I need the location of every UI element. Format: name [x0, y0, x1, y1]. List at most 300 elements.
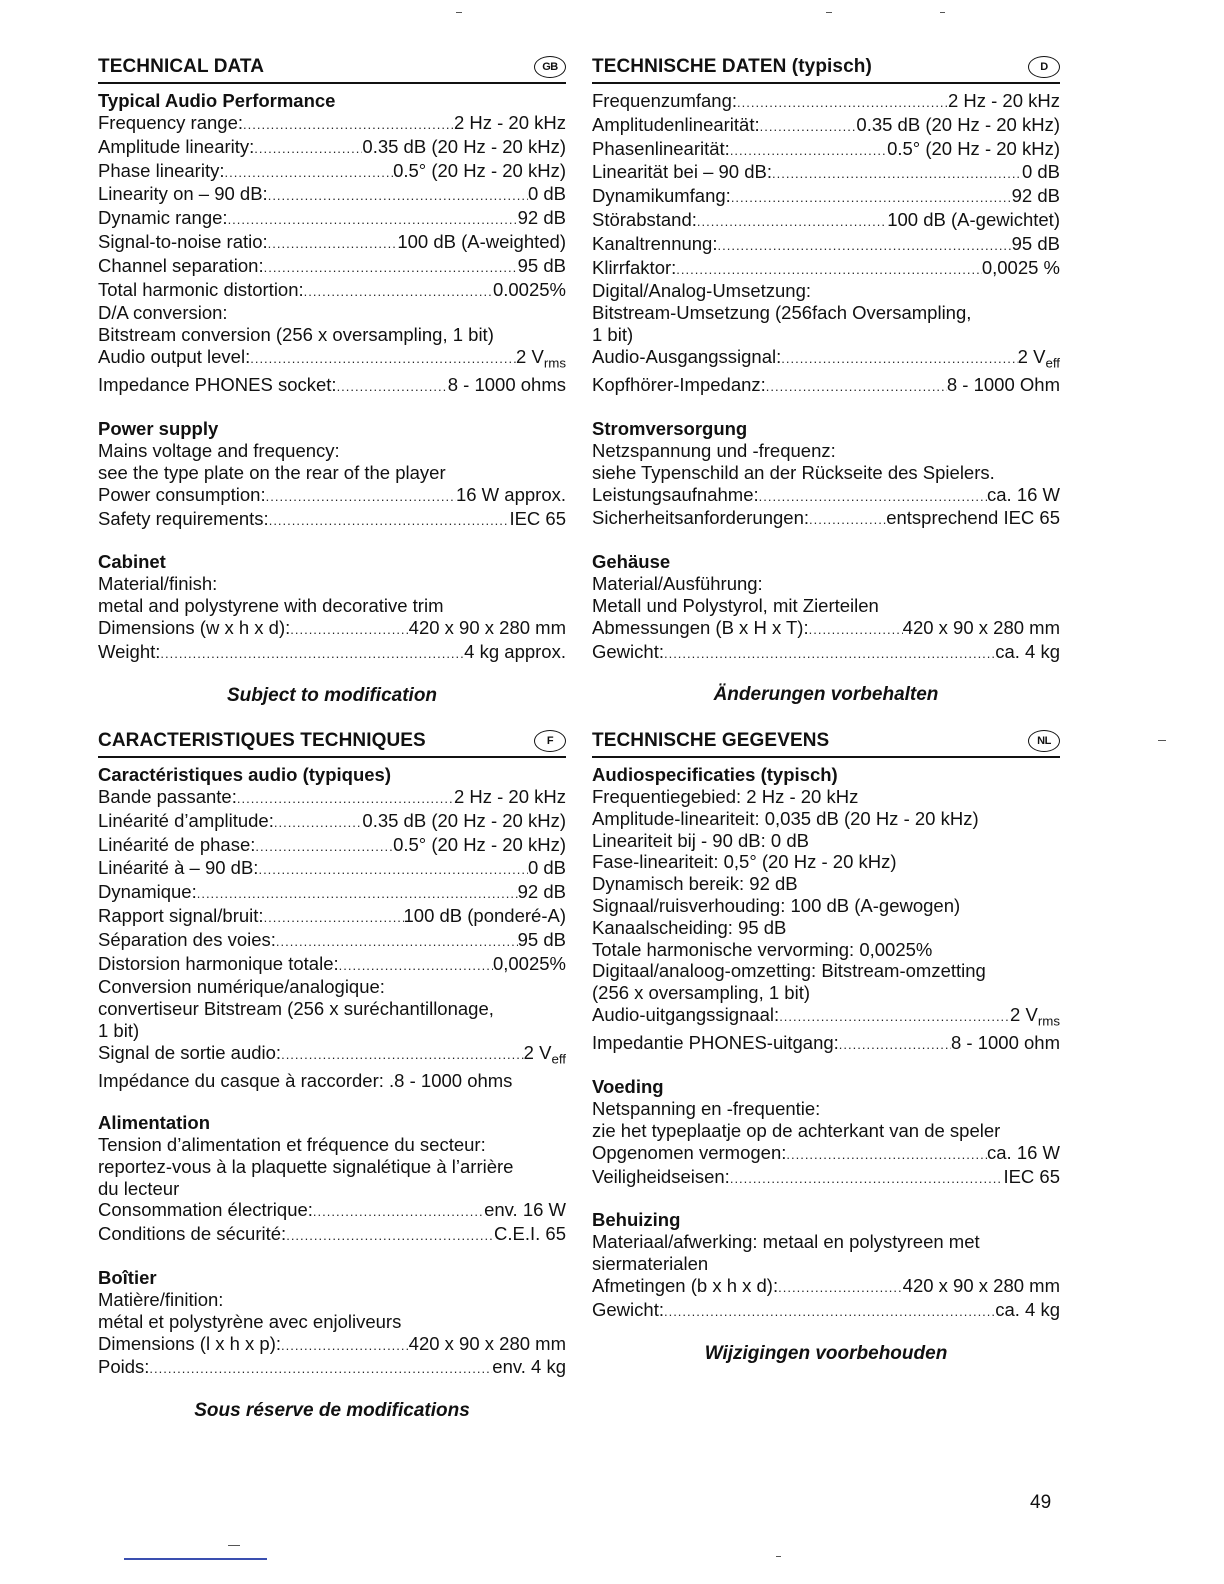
spec-value-wrap: [404, 905, 567, 927]
spec-value-wrap: [492, 1356, 566, 1378]
spec-row: [592, 507, 1060, 531]
spec-text: Metall und Polystyrol, mit Zierteilen: [592, 595, 879, 616]
spec-value-wrap: [518, 929, 566, 951]
section-header: [98, 728, 566, 758]
dot-leader: [268, 233, 398, 255]
spec-label: Channel separation:: [98, 254, 264, 276]
spec-row: [98, 810, 566, 834]
spec-value-wrap: [886, 507, 1060, 529]
dot-leader: [197, 883, 518, 905]
spec-row: [592, 138, 1060, 162]
spec-text: reportez-vous à la plaquette signalétique à l’arrière: [98, 1155, 514, 1177]
spec-value-wrap: [524, 1042, 566, 1070]
spec-value: 95 dB: [517, 928, 566, 950]
spec-label: Störabstand:: [592, 208, 697, 230]
spec-value: 16 W approx.: [455, 483, 566, 505]
dot-leader: [286, 1225, 494, 1247]
scan-mark: [776, 1556, 781, 1557]
spec-label: Gewicht:: [592, 640, 664, 662]
spec-value: ca. 16 W: [987, 1141, 1060, 1163]
country-code-badge: D: [1028, 56, 1060, 78]
spec-label: Abmessungen (B x H x T):: [592, 616, 809, 638]
spec-value-wrap: [454, 786, 566, 808]
scan-artifact-line: [124, 1558, 267, 1560]
spec-label: Audio-Ausgangssignal:: [592, 345, 782, 367]
spec-text: Fase-lineariteit: 0,5° (20 Hz - 20 kHz): [592, 851, 897, 873]
section-technical-data-gb: [98, 54, 566, 707]
spec-row: [98, 136, 566, 160]
group-title: Stromversorgung: [592, 418, 748, 440]
group-title: Typical Audio Performance: [98, 90, 336, 111]
spec-label: Kopfhörer-Impedanz:: [592, 374, 766, 396]
dot-leader: [266, 486, 456, 508]
spec-row: [98, 231, 566, 255]
spec-value-wrap: [397, 231, 566, 253]
spec-label: Frequenzumfang:: [592, 90, 738, 111]
spec-label: Dynamic range:: [98, 207, 228, 229]
modification-note: Wijzigingen voorbehouden: [704, 1342, 948, 1364]
spec-value-wrap: [393, 834, 566, 856]
spec-label: Linéarité d’amplitude:: [98, 809, 274, 831]
spec-value-wrap: [887, 209, 1060, 231]
spec-value-wrap: [362, 136, 566, 158]
spec-value: 0.5° (20 Hz - 20 kHz): [393, 159, 566, 181]
spec-value: 420 x 90 x 280 mm: [902, 1275, 1060, 1296]
group-title: Power supply: [98, 418, 219, 440]
section-title: CARACTERISTIQUES TECHNIQUES: [98, 729, 426, 751]
spec-row: [592, 641, 1060, 665]
section-title: TECHNISCHE DATEN (typisch): [592, 55, 872, 77]
spec-group: [592, 1076, 1060, 1189]
spec-value-wrap: [448, 374, 566, 396]
spec-row: [592, 233, 1060, 257]
spec-text: du lecteur: [98, 1177, 180, 1199]
country-code-badge: GB: [534, 56, 566, 78]
spec-row: [98, 160, 566, 184]
group-title: Boîtier: [98, 1267, 157, 1288]
spec-value: ca. 4 kg: [995, 1298, 1060, 1320]
dot-leader: [339, 955, 493, 977]
spec-row: [98, 929, 566, 953]
spec-row: [592, 1004, 1060, 1032]
spec-value: ca. 16 W: [987, 483, 1060, 505]
spec-row: [98, 1356, 566, 1380]
spec-row: [592, 1166, 1060, 1190]
spec-row: [592, 114, 1060, 138]
spec-row: [98, 857, 566, 881]
dot-leader: [772, 163, 1022, 185]
spec-label: Gewicht:: [592, 1298, 664, 1320]
dot-leader: [664, 1301, 995, 1323]
spec-label: Dimensions (l x h x p):: [98, 1332, 281, 1354]
spec-text: (256 x oversampling, 1 bit): [592, 982, 810, 1004]
spec-label: Consommation électrique:: [98, 1199, 313, 1221]
section-caracteristiques-f: [98, 728, 566, 1422]
spec-value: 92 dB: [517, 881, 566, 903]
spec-row: [592, 484, 1060, 508]
dot-leader: [224, 162, 393, 184]
dot-leader: [809, 509, 886, 531]
dot-leader: [730, 1168, 1004, 1190]
spec-label: Safety requirements:: [98, 507, 269, 529]
spec-value-wrap: [409, 1333, 566, 1355]
spec-row: [98, 1199, 566, 1223]
spec-label: Audio-uitgangssignaal:: [592, 1003, 780, 1025]
spec-value-wrap: [987, 1142, 1060, 1164]
dot-leader: [676, 259, 982, 281]
spec-label: Weight:: [98, 640, 161, 662]
spec-text: Totale harmonische vervorming: 0,0025%: [592, 938, 933, 960]
spec-value-wrap: [1010, 1004, 1060, 1032]
spec-value: 95 dB: [517, 254, 566, 276]
spec-text: Signaal/ruisverhouding: 100 dB (A-gewogen): [592, 894, 961, 916]
dot-leader: [664, 643, 995, 665]
spec-value: 95 dB: [1011, 232, 1060, 254]
country-code-badge: F: [534, 730, 566, 752]
spec-row: [592, 374, 1060, 398]
spec-group: [592, 764, 1060, 1056]
group-title: Caractéristiques audio (typiques): [98, 764, 391, 785]
spec-value: 0.35 dB (20 Hz - 20 kHz): [362, 809, 566, 831]
dot-leader: [778, 1277, 903, 1299]
spec-row: [98, 617, 566, 641]
spec-value: 420 x 90 x 280 mm: [902, 616, 1060, 638]
dot-leader: [160, 643, 464, 665]
spec-group: [98, 764, 566, 1092]
spec-label: Linéarité de phase:: [98, 833, 256, 855]
scan-mark: [456, 12, 462, 13]
spec-text: Netspanning en -frequentie:: [592, 1098, 821, 1120]
spec-value-wrap: [409, 617, 566, 639]
spec-row: [98, 255, 566, 279]
spec-row: [592, 161, 1060, 185]
spec-text: convertiseur Bitstream (256 x suréchantillonage,: [98, 998, 494, 1020]
spec-group: [98, 1112, 566, 1247]
spec-row: [98, 1223, 566, 1247]
group-title: Audiospecificaties (typisch): [592, 764, 838, 785]
spec-label: Poids:: [98, 1356, 150, 1378]
spec-value: 2 Hz - 20 kHz: [947, 90, 1060, 111]
spec-value-wrap: [454, 112, 566, 134]
spec-value: entsprechend IEC 65: [886, 507, 1060, 529]
section-header: [592, 728, 1060, 758]
dot-leader: [337, 376, 448, 398]
spec-value: 8 - 1000 Ohm: [946, 374, 1060, 396]
spec-value-wrap: [518, 255, 566, 277]
spec-label: Impedance PHONES socket:: [98, 374, 337, 396]
spec-label: Klirrfaktor:: [592, 256, 677, 278]
scan-mark: [228, 1545, 240, 1546]
spec-value-wrap: [1022, 161, 1060, 183]
spec-value-wrap: [1012, 185, 1060, 207]
spec-text: Kanaalscheiding: 95 dB: [592, 916, 787, 938]
spec-value: 2 Hz - 20 kHz: [453, 786, 566, 807]
spec-value: 2 V: [1017, 345, 1046, 367]
spec-label: Leistungsaufnahme:: [592, 483, 759, 505]
spec-row: [98, 279, 566, 303]
spec-text: Material/Ausführung:: [592, 573, 763, 595]
spec-text: D/A conversion:: [98, 302, 228, 324]
dot-leader: [243, 114, 454, 136]
section-title: TECHNISCHE GEGEVENS: [592, 729, 830, 751]
spec-label: Total harmonic distortion:: [98, 278, 304, 300]
group-title: Gehäuse: [592, 551, 671, 573]
spec-value: 2 Hz - 20 kHz: [453, 112, 566, 133]
spec-label: Dimensions (w x h x d):: [98, 617, 291, 638]
spec-row: [592, 617, 1060, 641]
spec-row: [592, 257, 1060, 281]
spec-row: [98, 374, 566, 398]
spec-label: Opgenomen vermogen:: [592, 1141, 787, 1163]
spec-value: 0 dB: [1021, 161, 1060, 183]
spec-value: IEC 65: [509, 507, 566, 529]
spec-value-wrap: [903, 617, 1060, 639]
spec-text: Digitaal/analoog-omzetting: Bitstream-omzetting: [592, 960, 986, 982]
spec-value-wrap: [362, 810, 566, 832]
spec-label: Distorsion harmonique totale:: [98, 952, 339, 974]
spec-row: [98, 508, 566, 532]
spec-row: [592, 90, 1060, 114]
dot-leader: [281, 1044, 524, 1066]
spec-value-wrap: [518, 881, 566, 903]
dot-leader: [730, 140, 887, 162]
spec-value-wrap: [903, 1275, 1060, 1297]
dot-leader: [149, 1358, 492, 1380]
spec-text: Netzspannung und -frequenz:: [592, 440, 836, 462]
spec-text: siehe Typenschild an der Rückseite des Spielers.: [592, 461, 995, 483]
spec-row: [98, 484, 566, 508]
spec-label: Linearity on – 90 dB:: [98, 183, 268, 205]
dot-leader: [809, 619, 903, 641]
spec-value: 0,0025%: [492, 952, 566, 974]
spec-value: 0.5° (20 Hz - 20 kHz): [887, 137, 1060, 159]
spec-label: Bande passante:: [98, 786, 237, 807]
spec-group: [592, 1209, 1060, 1322]
spec-text: Bitstream-Umsetzung (256fach Oversampling,: [592, 302, 972, 324]
spec-row: [98, 881, 566, 905]
spec-label: Dynamikumfang:: [592, 185, 731, 207]
dot-leader: [313, 1201, 484, 1223]
dot-leader: [264, 907, 404, 929]
spec-value-subscript: rms: [543, 355, 566, 371]
spec-text: 1 bit): [592, 323, 634, 345]
spec-row: [98, 346, 566, 374]
group-title: Alimentation: [98, 1112, 211, 1134]
dot-leader: [269, 510, 510, 532]
spec-value: 0,0025 %: [981, 256, 1060, 278]
spec-row: [98, 786, 566, 810]
spec-text: siermaterialen: [592, 1253, 709, 1275]
spec-value: env. 16 W: [484, 1199, 566, 1221]
section-header: [98, 54, 566, 84]
country-code-badge: NL: [1028, 730, 1060, 752]
spec-text: Materiaal/afwerking: metaal en polystyreen met: [592, 1231, 980, 1253]
spec-text: métal et polystyrène avec enjoliveurs: [98, 1310, 402, 1332]
spec-row: [592, 1299, 1060, 1323]
spec-row: [98, 1042, 566, 1070]
dot-leader: [228, 209, 518, 231]
spec-value: 100 dB (ponderé-A): [403, 904, 566, 926]
spec-value: 2 V: [516, 345, 544, 367]
spec-text: zie het typeplaatje op de achterkant van de speler: [592, 1120, 1001, 1142]
spec-value: env. 4 kg: [492, 1356, 566, 1378]
dot-leader: [731, 187, 1012, 209]
spec-value: 0.35 dB (20 Hz - 20 kHz): [362, 135, 566, 157]
modification-note: Sous réserve de modifications: [194, 1400, 470, 1422]
page-number: 49: [1030, 1492, 1052, 1513]
spec-value-wrap: [516, 346, 566, 374]
spec-label: Rapport signal/bruit:: [98, 904, 264, 926]
spec-label: Afmetingen (b x h x d):: [592, 1275, 779, 1296]
spec-group: [98, 551, 566, 664]
spec-value: 420 x 90 x 280 mm: [408, 617, 566, 638]
spec-text: Bitstream conversion (256 x oversampling, 1 bit): [98, 324, 494, 346]
section-title: TECHNICAL DATA: [98, 55, 265, 77]
spec-text: Lineariteit bij - 90 dB: 0 dB: [592, 829, 809, 851]
spec-value: 0.0025%: [492, 278, 566, 300]
spec-value: 92 dB: [517, 207, 566, 229]
dot-leader: [281, 1335, 409, 1357]
dot-leader: [737, 92, 948, 114]
spec-group: [592, 90, 1060, 398]
spec-value: 0 dB: [527, 183, 566, 205]
spec-row: [592, 1032, 1060, 1056]
dot-leader: [250, 348, 516, 370]
spec-value-wrap: [947, 374, 1060, 396]
spec-row: [592, 185, 1060, 209]
scan-mark: [940, 12, 945, 13]
spec-label: Séparation des voies:: [98, 928, 276, 950]
dot-leader: [268, 185, 528, 207]
spec-group: [98, 90, 566, 398]
spec-value-wrap: [493, 953, 566, 975]
spec-text: Tension d’alimentation et fréquence du secteur:: [98, 1134, 486, 1156]
spec-row: [592, 1142, 1060, 1166]
spec-value-wrap: [987, 484, 1060, 506]
spec-row: [98, 112, 566, 136]
spec-value-wrap: [493, 279, 566, 301]
spec-value-wrap: [1003, 1166, 1060, 1188]
spec-value-wrap: [856, 114, 1060, 136]
dot-leader: [786, 1144, 987, 1166]
spec-value-wrap: [887, 138, 1060, 160]
dot-leader: [255, 836, 393, 858]
dot-leader: [759, 486, 987, 508]
spec-label: Kanaltrennung:: [592, 232, 718, 254]
spec-value-subscript: eff: [551, 1051, 566, 1067]
spec-label: Audio output level:: [98, 345, 251, 367]
spec-row: [98, 207, 566, 231]
spec-group: [98, 418, 566, 531]
modification-note: Änderungen vorbehalten: [713, 684, 939, 706]
spec-value-wrap: [494, 1223, 566, 1245]
spec-value-wrap: [995, 641, 1060, 663]
dot-leader: [276, 931, 518, 953]
spec-value: 0.5° (20 Hz - 20 kHz): [393, 833, 566, 855]
spec-text: Material/finish:: [98, 573, 218, 595]
spec-value-wrap: [518, 207, 566, 229]
spec-text: Frequentiegebied: 2 Hz - 20 kHz: [592, 786, 859, 807]
dot-leader: [264, 257, 518, 279]
dot-leader: [274, 812, 363, 834]
spec-row: [98, 1333, 566, 1357]
dot-leader: [697, 211, 887, 233]
spec-value-wrap: [393, 160, 566, 182]
spec-value: 8 - 1000 ohms: [447, 374, 566, 396]
spec-text: 1 bit): [98, 1019, 140, 1041]
dot-leader: [779, 1006, 1010, 1028]
spec-text: metal and polystyrene with decorative trim: [98, 595, 444, 617]
spec-row: [98, 183, 566, 207]
section-header: [592, 54, 1060, 84]
spec-value: 0.35 dB (20 Hz - 20 kHz): [856, 113, 1060, 135]
spec-group: [592, 551, 1060, 664]
spec-value-wrap: [1018, 346, 1060, 374]
group-title: Cabinet: [98, 551, 166, 573]
spec-row: [592, 209, 1060, 233]
group-title: Behuizing: [592, 1209, 681, 1231]
spec-value-wrap: [995, 1299, 1060, 1321]
spec-value-wrap: [528, 857, 566, 879]
spec-row: [592, 1275, 1060, 1299]
spec-text: Conversion numérique/analogique:: [98, 976, 385, 998]
spec-label: Signal-to-noise ratio:: [98, 230, 268, 252]
spec-row: [98, 905, 566, 929]
dot-leader: [304, 281, 493, 303]
dot-leader: [258, 859, 527, 881]
spec-label: Phase linearity:: [98, 159, 225, 181]
dot-leader: [766, 376, 947, 398]
spec-text: Impédance du casque à raccorder: .8 - 1000 ohms: [98, 1070, 513, 1092]
dot-leader: [718, 235, 1012, 257]
spec-text: Digital/Analog-Umsetzung:: [592, 280, 812, 302]
spec-value-wrap: [951, 1032, 1060, 1054]
spec-value-wrap: [509, 508, 566, 530]
spec-value: 2 V: [1010, 1003, 1038, 1025]
spec-label: Linearität bei – 90 dB:: [592, 161, 772, 183]
spec-value: C.E.I. 65: [494, 1223, 566, 1245]
spec-value: IEC 65: [1003, 1165, 1060, 1187]
group-title: Voeding: [592, 1076, 664, 1098]
spec-text: Matière/finition:: [98, 1289, 224, 1310]
spec-label: Sicherheitsanforderungen:: [592, 507, 810, 529]
spec-value: 420 x 90 x 280 mm: [408, 1332, 566, 1354]
spec-text: Dynamisch bereik: 92 dB: [592, 873, 798, 895]
spec-row: [98, 641, 566, 665]
spec-label: Amplitude linearity:: [98, 135, 255, 157]
spec-value-subscript: eff: [1045, 355, 1060, 371]
spec-value-wrap: [528, 183, 566, 205]
spec-text: Amplitude-lineariteit: 0,035 dB (20 Hz - 20 kHz): [592, 807, 979, 829]
spec-value: 0 dB: [527, 857, 566, 879]
dot-leader: [254, 138, 362, 160]
spec-label: Impedantie PHONES-uitgang:: [592, 1032, 839, 1054]
spec-value: 100 dB (A-weighted): [397, 230, 566, 252]
spec-value: 100 dB (A-gewichtet): [887, 208, 1060, 230]
spec-row: [98, 834, 566, 858]
spec-label: Conditions de sécurité:: [98, 1223, 287, 1245]
spec-row: [98, 953, 566, 977]
spec-value: ca. 4 kg: [995, 640, 1060, 662]
spec-group: [98, 1267, 566, 1380]
spec-text: see the type plate on the rear of the player: [98, 462, 446, 484]
spec-label: Amplitudenlinearität:: [592, 113, 760, 135]
spec-label: Signal de sortie audio:: [98, 1041, 282, 1063]
scan-mark: [1158, 740, 1166, 741]
dot-leader: [290, 619, 408, 641]
dot-leader: [839, 1034, 951, 1056]
spec-value: 8 - 1000 ohm: [950, 1032, 1060, 1054]
